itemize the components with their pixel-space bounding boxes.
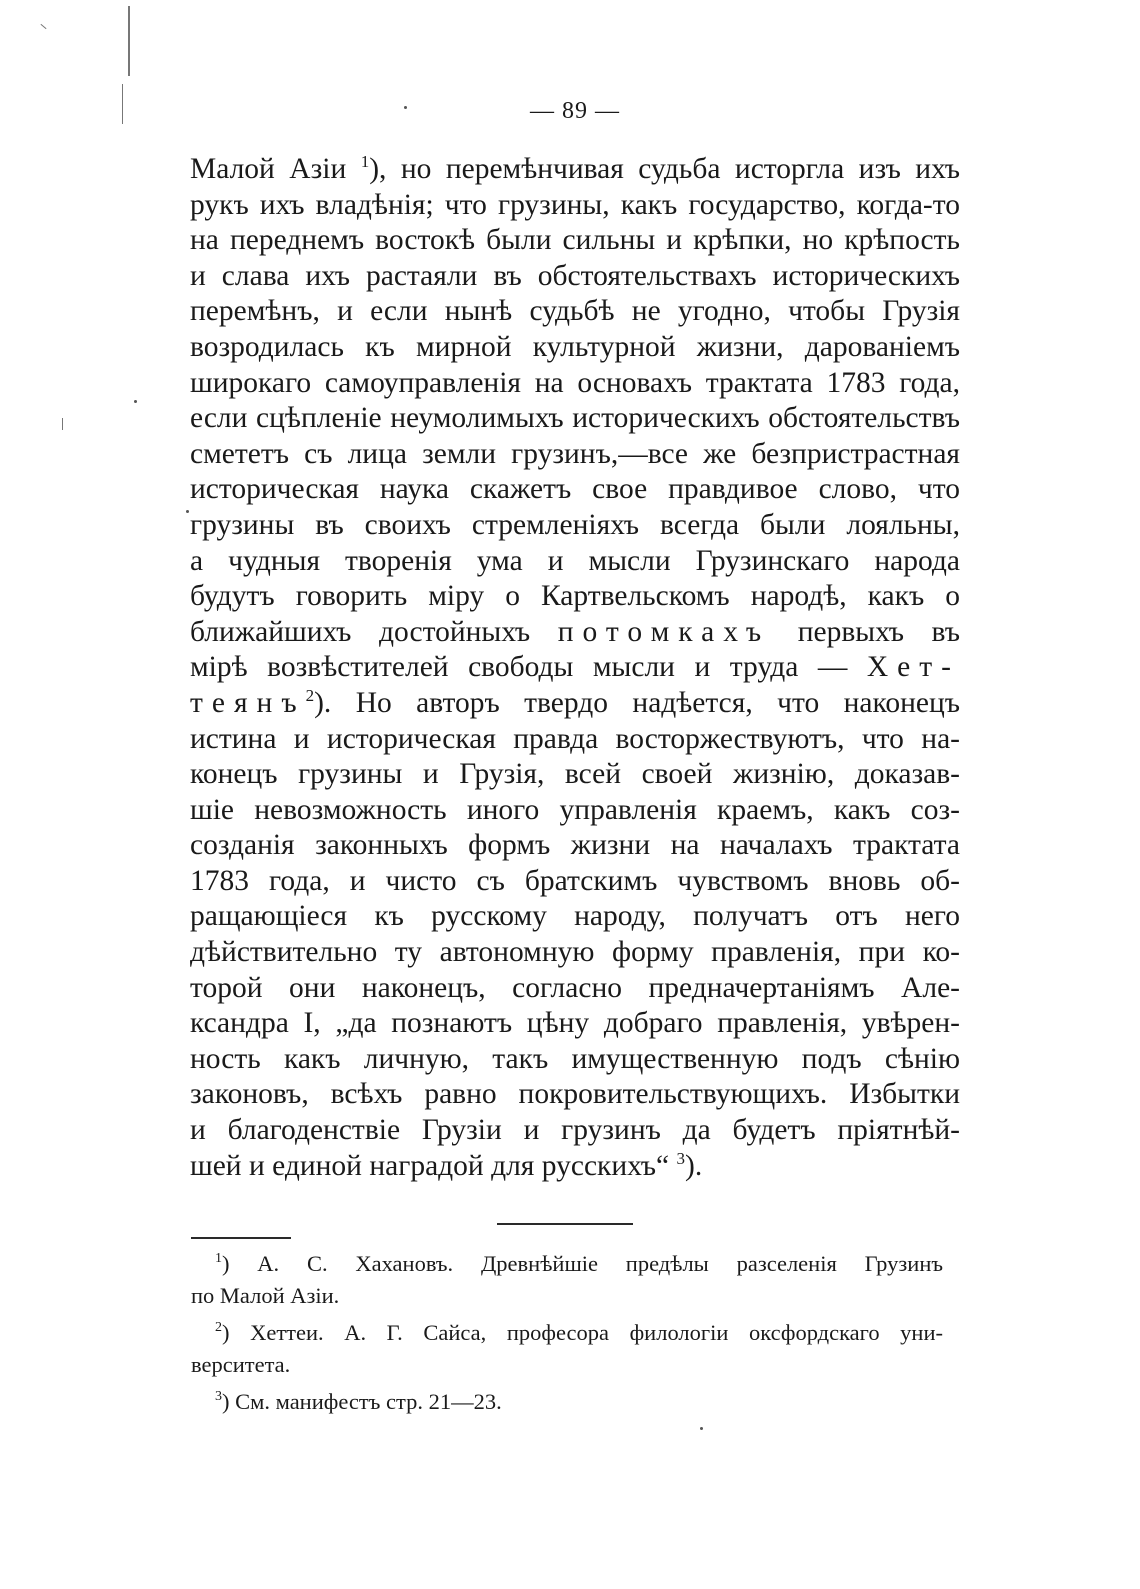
text-line: торой они наконецъ, согласно предначертаніямъ Але- (190, 971, 960, 1004)
footnote (191, 1317, 943, 1381)
margin-scratch (128, 6, 130, 76)
text-line: перемѣнъ, и если нынѣ судьбѣ не угодно, чтобы Грузія (190, 295, 960, 328)
text-line: и слава ихъ растаяли въ обстоятельствахъ историческихъ (190, 259, 960, 292)
footnotes (191, 1248, 943, 1418)
text-line: историческая наука скажетъ свое правдивое слово, что (190, 473, 960, 506)
text-line: рукъ ихъ владѣнія; что грузины, какъ государство, когда-то (190, 188, 960, 221)
text-line: на переднемъ востокѣ были сильны и крѣпки, но крѣпость (190, 224, 960, 257)
text-line: шіе невозможность иного управленія краемъ, какъ соз- (190, 793, 960, 826)
footnote (191, 1248, 943, 1312)
text-line: дѣйствительно ту автономную форму правленія, при ко- (190, 936, 960, 969)
footnote-line: по Малой Азіи. (191, 1283, 340, 1308)
text-line: и благоденствіе Грузіи и грузинъ да будетъ пріятнѣй- (190, 1114, 960, 1147)
main-text (190, 152, 960, 1184)
text-line: широкаго самоуправленія на основахъ трактата 1783 года, (190, 366, 960, 399)
text-line: грузины въ своихъ стремленіяхъ всегда были лояльны, (190, 508, 960, 541)
footnote-line: $^3$) См. манифестъ стр. 21—23. (215, 1389, 502, 1414)
margin-scratch (62, 418, 63, 430)
footnote-line: верситета. (191, 1352, 291, 1377)
footnote (191, 1386, 943, 1418)
text-line: созданія законныхъ формъ жизни на началахъ трактата (190, 829, 960, 862)
text-line: истина и историческая правда восторжествуютъ, что на- (190, 722, 960, 755)
footnote-line: $^1$) А. С. Хахановъ. Древнѣйшіе предѣлы разселенія Грузинъ (215, 1251, 943, 1276)
text-line: ксандра I, „да познаютъ цѣну добраго правленія, увѣрен- (190, 1007, 960, 1040)
text-line: ближайшихъ достойныхъ потомкахъ первыхъ въ (190, 615, 960, 648)
text-line: мірѣ возвѣстителей свободы мысли и труда — Хет- (190, 651, 960, 684)
ink-speck (186, 510, 189, 513)
text-line: будутъ говорить міру о Картвельскомъ народѣ, какъ о (190, 580, 960, 613)
text-line: смететъ съ лица земли грузинъ,—все же безпристрастная (190, 437, 960, 470)
text-line: ращающіеся къ русскому народу, получатъ отъ него (190, 900, 960, 933)
text-line: шей и единой наградой для русскихъ“ $^3$). (190, 1148, 703, 1182)
footnote-line: $^2$) Хеттеи. А. Г. Сайса, професора филологіи оксфордскаго уни- (215, 1320, 943, 1345)
text-line: конецъ грузины и Грузія, всей своей жизнію, доказав- (190, 758, 960, 791)
footnote-rule (191, 1237, 291, 1239)
page-number: — 89 — (530, 98, 620, 124)
section-rule (497, 1223, 633, 1225)
text-line: возродилась къ мирной культурной жизни, дарованіемъ (190, 330, 960, 363)
text-line: законовъ, всѣхъ равно покровительствующихъ. Избытки (190, 1078, 960, 1111)
text-line: теянъ$^2$). Но авторъ твердо надѣется, что наконецъ (190, 685, 960, 719)
ink-speck (700, 1427, 703, 1430)
text-line: Малой Азіи $^1$), но перемѣнчивая судьба исторгла изъ ихъ (190, 152, 960, 185)
text-line: 1783 года, и чисто съ братскимъ чувствомъ вновь об- (190, 864, 960, 897)
text-line: а чудныя творенія ума и мысли Грузинскаго народа (190, 544, 960, 577)
text-line: ность какъ личную, такъ имущественную подъ сѣнію (190, 1042, 960, 1075)
text-line: если сцѣпленіе неумолимыхъ историческихъ обстоятельствъ (190, 402, 960, 435)
ink-speck (134, 400, 137, 403)
margin-scratch (40, 24, 46, 29)
